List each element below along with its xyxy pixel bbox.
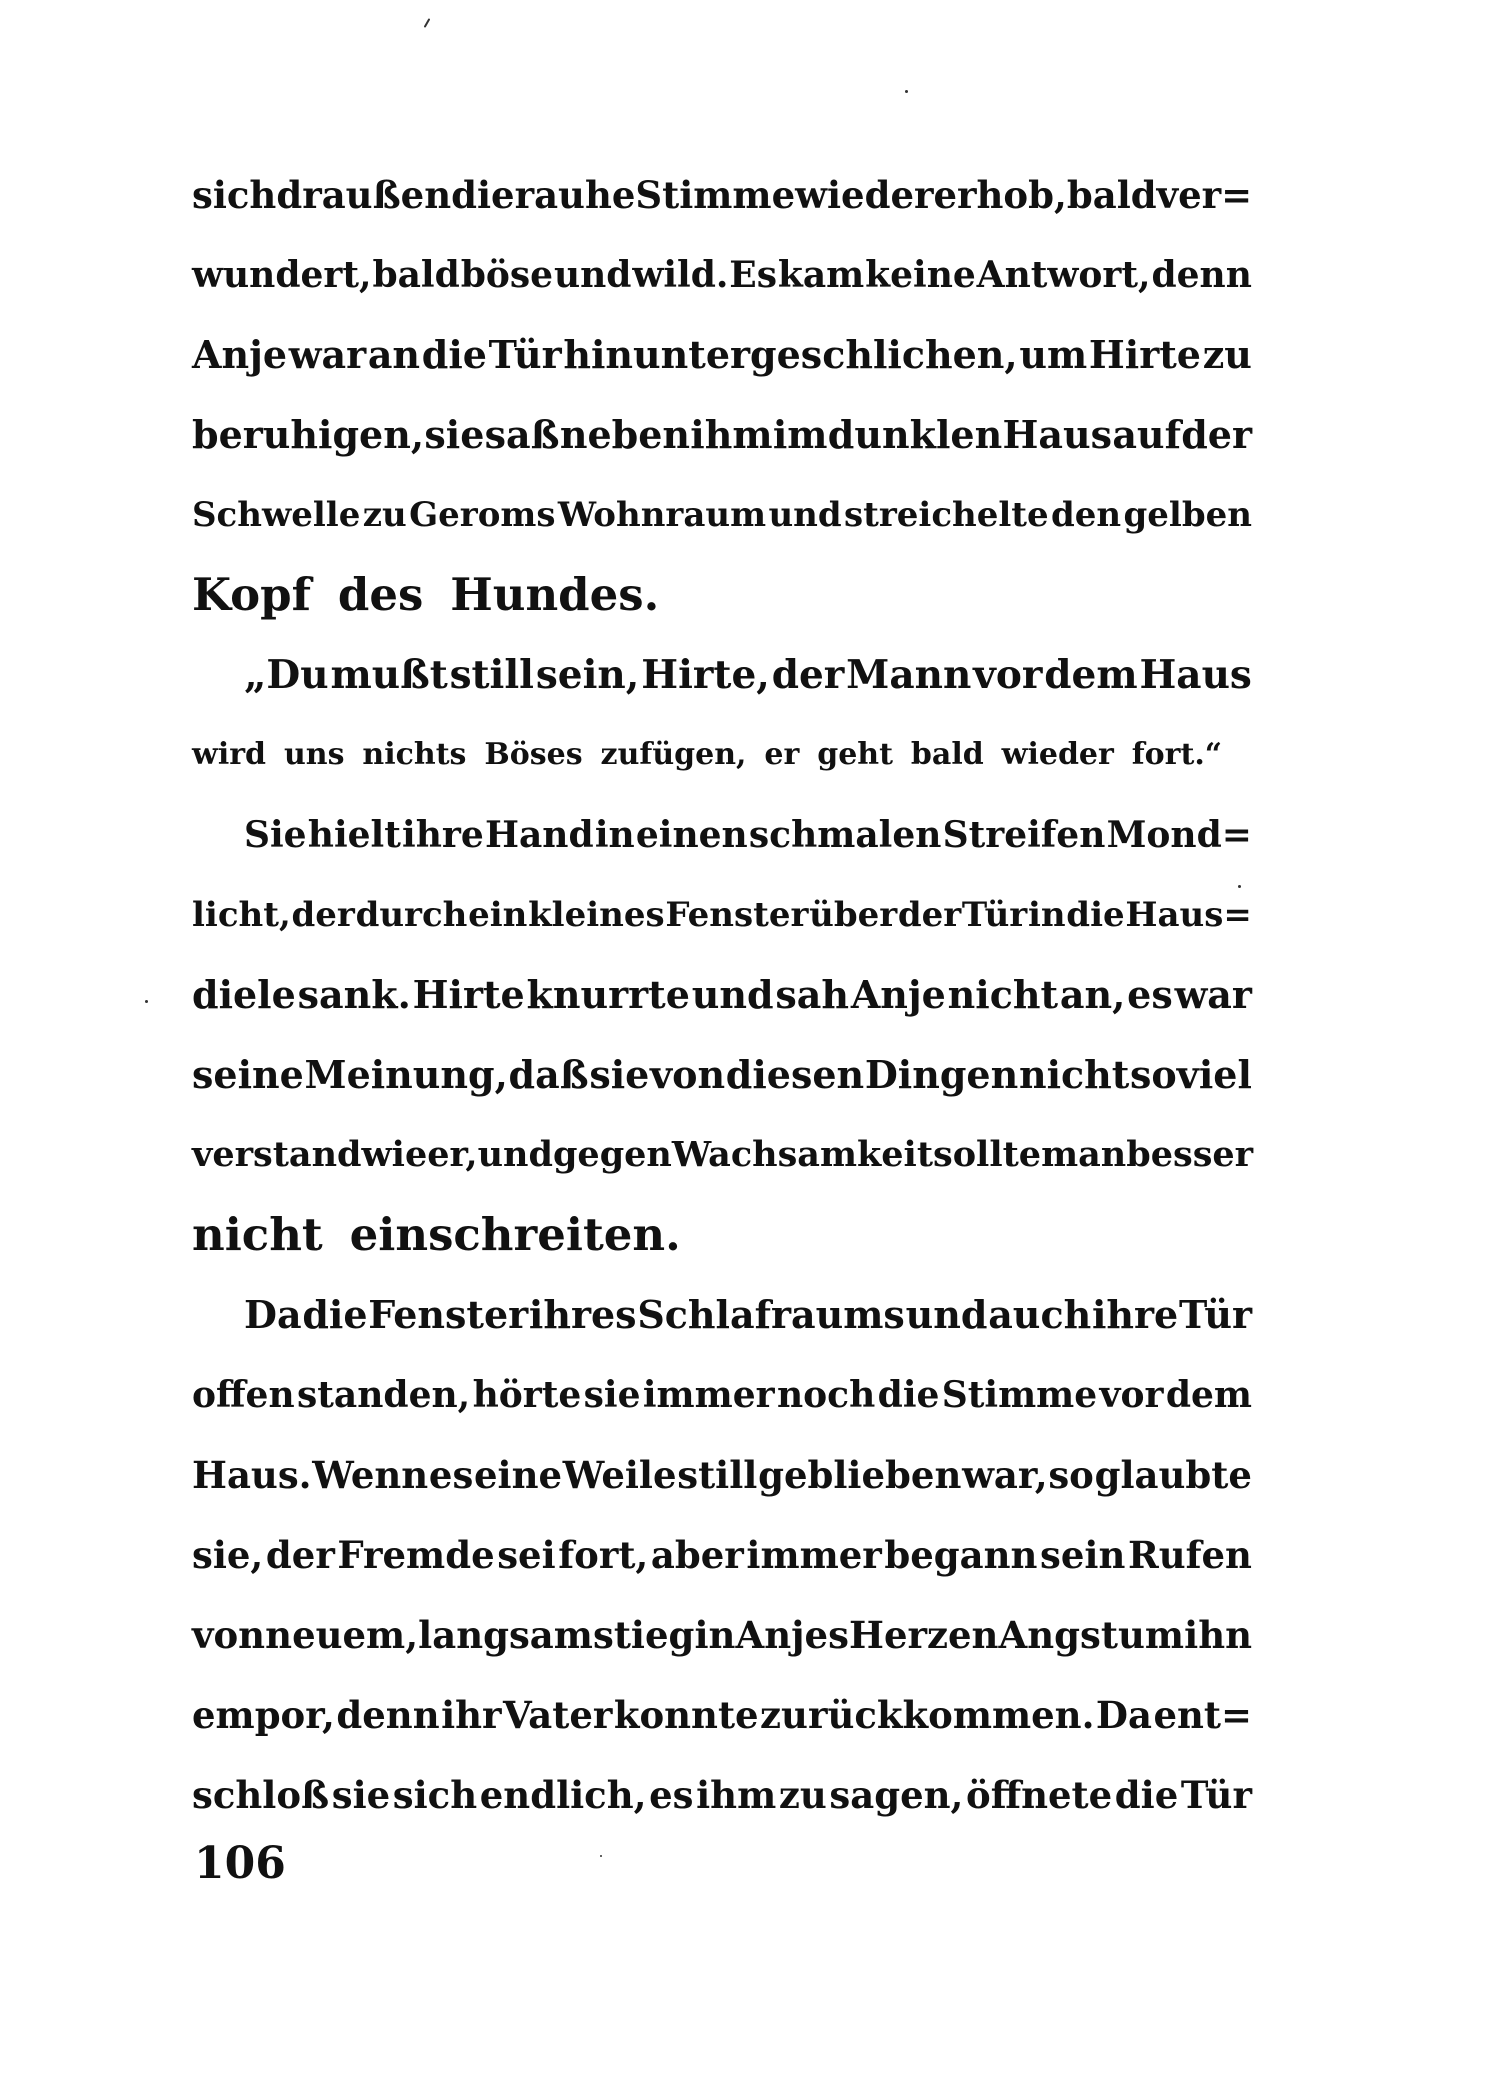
word: still (677, 1453, 758, 1497)
word: sie (589, 1052, 650, 1097)
word: dem (1165, 1374, 1252, 1416)
word: Anjes (735, 1613, 849, 1657)
word: Geroms (409, 495, 556, 535)
word: streichelte (844, 495, 1049, 535)
word: standen, (297, 1374, 471, 1416)
word: auf (1112, 412, 1181, 457)
word: wundert, (192, 254, 372, 296)
word: die (1114, 1773, 1179, 1817)
word: der (265, 1533, 335, 1577)
word: bald (1066, 173, 1157, 217)
word: „Du (244, 652, 329, 698)
word: dem (1044, 652, 1138, 698)
word: kleines (528, 895, 665, 935)
text-line (192, 1675, 1252, 1755)
word: sah (775, 972, 849, 1017)
word: Haus. (192, 1453, 312, 1497)
word: ein (468, 895, 528, 935)
word: von (650, 1052, 726, 1097)
line-text: nicht einschreiten. (192, 1208, 681, 1261)
word: Fenster (665, 895, 809, 935)
word: endlich, (479, 1773, 647, 1817)
word: und (905, 1292, 988, 1337)
word: von (192, 1613, 266, 1657)
word: dunklen (827, 412, 1003, 457)
word: Fremde (337, 1533, 495, 1577)
word: aber (650, 1533, 744, 1577)
word: man (1041, 1134, 1127, 1175)
word: neben (559, 412, 691, 457)
word: sollte (933, 1134, 1042, 1175)
text-line (192, 555, 1252, 635)
word: Wenn (312, 1453, 429, 1497)
word: in (1027, 895, 1066, 935)
text-line (192, 1595, 1252, 1675)
word: ihr (441, 1693, 502, 1737)
word: stieg (593, 1613, 695, 1657)
word: nicht (1018, 1052, 1130, 1097)
word: Rufen (1127, 1533, 1252, 1577)
word: es (1127, 972, 1173, 1017)
word: neuem, (265, 1613, 419, 1657)
word: wieder (795, 173, 934, 217)
word: vor (1099, 1374, 1164, 1416)
word: Stimme (635, 173, 796, 217)
line-text: wird uns nichts Böses zufügen, er geht bald wieder fort.“ (192, 737, 1223, 772)
word: still (449, 652, 534, 698)
word: denn (336, 1693, 440, 1737)
word: war, (962, 1453, 1048, 1497)
word: sie (583, 1374, 641, 1416)
word: an, (1059, 972, 1126, 1017)
word: sie (331, 1773, 391, 1817)
word: immer (746, 1533, 882, 1577)
word: der (1181, 412, 1252, 457)
word: es (428, 1453, 474, 1497)
word: sie, (192, 1533, 264, 1577)
word: Fenster (368, 1292, 529, 1337)
text-line (192, 1755, 1252, 1835)
word: um (1019, 332, 1088, 377)
word: so (1048, 1453, 1094, 1497)
word: beruhigen, (192, 412, 425, 457)
word: langsam (418, 1613, 593, 1657)
word: begann (884, 1533, 1038, 1577)
word: hörte (472, 1374, 582, 1416)
word: noch (776, 1374, 876, 1416)
word: Schwelle (192, 495, 361, 535)
word: Hirte (1088, 332, 1201, 377)
word: ihre (402, 814, 484, 856)
word: er, (427, 1134, 478, 1175)
word: hinuntergeschlichen, (563, 332, 1018, 377)
word: glaubte (1094, 1453, 1252, 1497)
word: Sie (244, 814, 307, 856)
word: sank. (297, 972, 411, 1017)
text-line (192, 1515, 1252, 1595)
word: wie (361, 1134, 428, 1175)
text-line (192, 395, 1252, 475)
text-line (192, 795, 1252, 875)
word: Tür (488, 332, 562, 377)
word: Haus= (1125, 895, 1252, 935)
word: bald (372, 254, 460, 296)
word: mußt (330, 652, 448, 698)
word: den (1051, 495, 1122, 535)
word: verstand (192, 1134, 362, 1175)
word: empor, (192, 1693, 335, 1737)
word: durch (355, 895, 468, 935)
text-line (192, 875, 1252, 955)
word: soviel (1130, 1052, 1252, 1097)
word: saß (484, 412, 560, 457)
word: und (768, 495, 842, 535)
word: Weile (562, 1453, 677, 1497)
word: Streifen (942, 814, 1106, 856)
word: und (691, 972, 774, 1017)
word: denn (1151, 254, 1252, 296)
word: eine (474, 1453, 563, 1497)
word: der (771, 652, 845, 698)
word: die (421, 332, 487, 377)
word: ihn (1184, 1613, 1252, 1657)
word: um (1118, 1613, 1185, 1657)
word: ver= (1156, 173, 1253, 217)
line-text: Kopf des Hundes. (192, 568, 660, 621)
word: der (897, 895, 962, 935)
word: über (809, 895, 898, 935)
word: Antwort, (976, 254, 1151, 296)
word: sie (424, 412, 485, 457)
word: Es (729, 254, 778, 296)
word: Hand (484, 814, 594, 856)
word: ent= (1153, 1693, 1252, 1737)
word: fort, (558, 1533, 649, 1577)
word: schmalen (748, 814, 942, 856)
page-number: 106 (194, 1838, 286, 1889)
word: schloß (192, 1773, 330, 1817)
word: Vater (502, 1693, 613, 1737)
word: Wohnraum (557, 495, 767, 535)
word: sich (392, 1773, 478, 1817)
word: einen (635, 814, 748, 856)
word: und (477, 1134, 553, 1175)
text-line (192, 635, 1252, 715)
word: Hirte (412, 972, 525, 1017)
word: wild. (632, 254, 729, 296)
word: Anje (850, 972, 946, 1017)
word: Da (244, 1292, 302, 1337)
word: knurrte (526, 972, 690, 1017)
word: ihres (528, 1292, 637, 1337)
word: diele (192, 972, 296, 1017)
word: licht, (192, 895, 291, 935)
body-text (192, 155, 1252, 1835)
word: in (594, 814, 635, 856)
word: Dingen (864, 1052, 1019, 1097)
word: böse (460, 254, 554, 296)
word: zurückkommen. (760, 1693, 1095, 1737)
text-line (192, 1355, 1252, 1435)
word: draußen (276, 173, 452, 217)
word: Wachsamkeit (671, 1134, 933, 1175)
text-line (192, 155, 1252, 235)
word: Tür (1179, 1292, 1252, 1337)
word: erhob, (933, 173, 1067, 217)
word: die (302, 1292, 368, 1337)
word: Haus (1139, 652, 1252, 698)
word: Tür (1180, 1773, 1252, 1817)
word: nicht (947, 972, 1059, 1017)
word: in (694, 1613, 736, 1657)
text-line (192, 315, 1252, 395)
text-line (192, 715, 1252, 795)
word: an (367, 332, 421, 377)
word: die (1066, 895, 1125, 935)
word: war (288, 332, 367, 377)
word: im (772, 412, 828, 457)
word: die (451, 173, 515, 217)
word: seine (192, 1052, 304, 1097)
word: Angst (998, 1613, 1118, 1657)
word: Stimme (941, 1374, 1098, 1416)
word: der (291, 895, 355, 935)
word: diesen (725, 1052, 865, 1097)
word: zu (362, 495, 407, 535)
word: sein (1040, 1533, 1126, 1577)
text-line (192, 1195, 1252, 1275)
word: Hirte, (641, 652, 770, 698)
word: sei (497, 1533, 556, 1577)
word: offen (192, 1374, 295, 1416)
word: daß (508, 1052, 589, 1097)
word: es (649, 1773, 694, 1817)
word: ihm (690, 412, 773, 457)
word: zu (778, 1773, 827, 1817)
text-line (192, 235, 1252, 315)
word: ihm (696, 1773, 777, 1817)
word: öffnete (966, 1773, 1113, 1817)
word: besser (1126, 1134, 1254, 1175)
word: gelben (1123, 495, 1252, 535)
text-line (192, 955, 1252, 1035)
text-line (192, 1275, 1252, 1355)
word: Mann (846, 652, 972, 698)
word: immer (642, 1374, 775, 1416)
word: sein, (535, 652, 640, 698)
word: hielt (307, 814, 401, 856)
word: zu (1202, 332, 1252, 377)
text-line (192, 475, 1252, 555)
word: Anje (192, 332, 288, 377)
word: geblieben (758, 1453, 962, 1497)
word: Da (1095, 1693, 1152, 1737)
word: sagen, (829, 1773, 964, 1817)
word: rauhe (514, 173, 636, 217)
word: die (877, 1374, 940, 1416)
word: auch (988, 1292, 1092, 1337)
word: vor (973, 652, 1043, 698)
text-line (192, 1035, 1252, 1115)
word: war (1174, 972, 1252, 1017)
text-line (192, 1115, 1252, 1195)
word: und (553, 254, 632, 296)
word: keine (865, 254, 976, 296)
word: Haus (1002, 412, 1113, 457)
word: sich (192, 173, 277, 217)
word: Mond= (1106, 814, 1252, 856)
word: gegen (552, 1134, 672, 1175)
word: Herzen (848, 1613, 999, 1657)
word: Tür (961, 895, 1028, 935)
word: ihre (1091, 1292, 1179, 1337)
word: kam (777, 254, 865, 296)
text-line (192, 1435, 1252, 1515)
word: konnte (613, 1693, 759, 1737)
word: Schlafraums (637, 1292, 905, 1337)
word: Meinung, (304, 1052, 508, 1097)
